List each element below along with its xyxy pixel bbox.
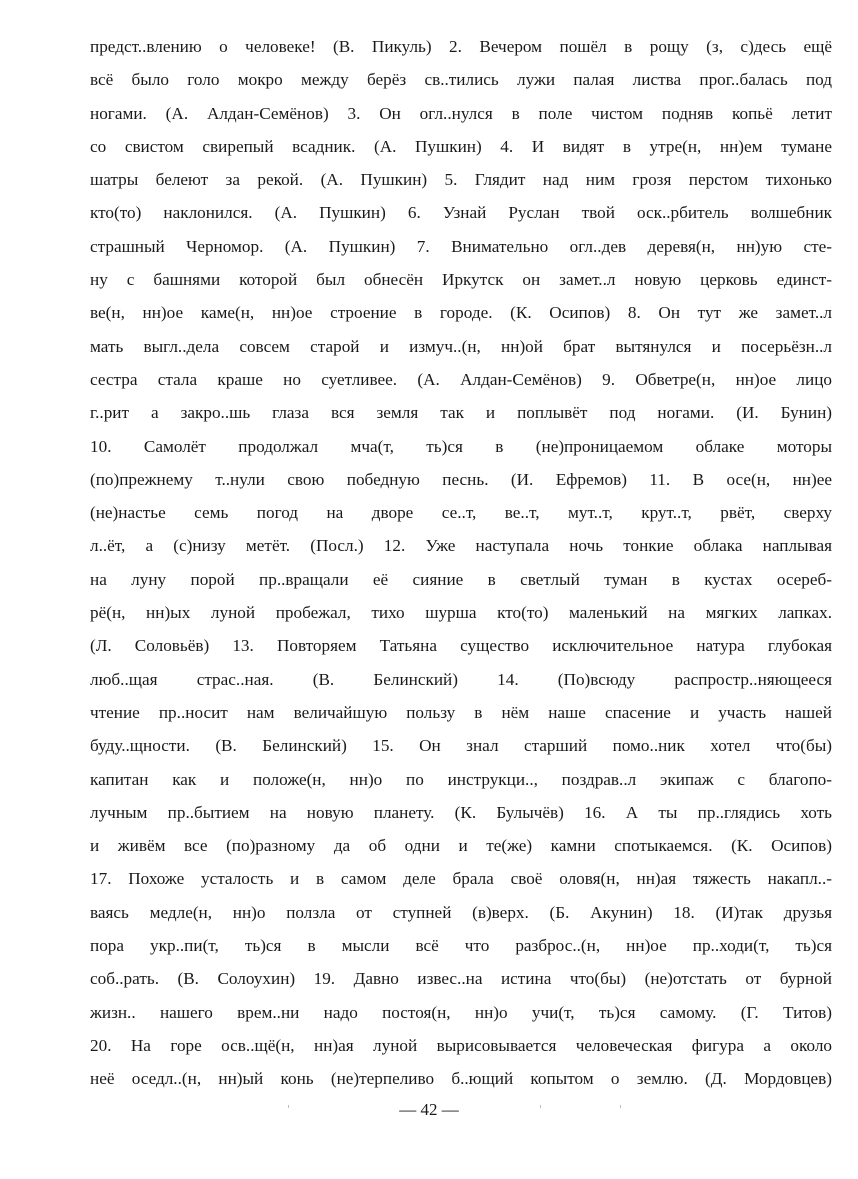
exercise-text [90, 30, 832, 1096]
scan-artifact [288, 1105, 289, 1108]
text-line: люб..щая страс..ная. (В. Белинский) 14. (По)всюду распростр..няющееся [90, 669, 832, 689]
text-line: буду..щности. (В. Белинский) 15. Он знал старший помо..ник хотел что(бы) [90, 736, 832, 756]
text-line: л..ёт, а (с)низу метёт. (Посл.) 12. Уже наступала ночь тонкие облака наплывая [90, 536, 832, 556]
text-line: на луну порой пр..вращали её сияние в светлый туман в кустах осереб- [90, 569, 832, 589]
text-line: ногами. (А. Алдан-Семёнов) 3. Он огл..нулся в поле чистом подняв копьё летит [90, 103, 832, 123]
text-line: жизн.. нашего врем..ни надо постоя(н, нн)о учи(т, ть)ся самому. (Г. Титов) [90, 1002, 832, 1022]
text-line: ну с башнями которой был обнесён Иркутск он замет..л новую церковь единст- [90, 270, 832, 290]
text-line: (по)прежнему т..нули свою победную песнь. (И. Ефремов) 11. В осе(н, нн)ее [90, 469, 832, 489]
text-line: предст..влению о человеке! (В. Пикуль) 2. Вечером пошёл в рощу (з, с)десь ещё [90, 37, 832, 56]
text-line: чтение пр..носит нам величайшую пользу в нём наше спасение и участь нашей [90, 702, 832, 722]
text-line: лучным пр..бытием на новую планету. (К. Булычёв) 16. А ты пр..глядись хоть [90, 802, 832, 822]
text-line: (не)настье семь погод на дворе се..т, ве..т, мут..т, крут..т, рвёт, сверху [90, 503, 832, 523]
text-line: г..рит а закро..шь глаза вся земля так и поплывёт под ногами. (И. Бунин) [90, 403, 832, 423]
page-number: — 42 — [399, 1100, 459, 1119]
text-line: и живём все (по)разному да об одни и те(же) камни спотыкаемся. (К. Осипов) [90, 836, 832, 856]
text-line: ве(н, нн)ое каме(н, нн)ое строение в городе. (К. Осипов) 8. Он тут же замет..л [90, 303, 832, 323]
text-line: со свистом свирепый всадник. (А. Пушкин) 4. И видят в утре(н, нн)ем тумане [90, 136, 832, 156]
scan-artifact [620, 1105, 621, 1108]
text-line: капитан как и положе(н, нн)о по инструкци.., поздрав..л экипаж с благопо- [90, 769, 832, 789]
text-line: сестра стала краше но суетливее. (А. Алдан-Семёнов) 9. Обветре(н, нн)ое лицо [90, 369, 832, 389]
text-line: кто(то) наклонился. (А. Пушкин) 6. Узнай Руслан твой оск..рбитель волшебник [90, 203, 832, 223]
text-line: 20. На горе осв..щё(н, нн)ая луной вырисовывается человеческая фигура а около [90, 1035, 832, 1055]
text-line: мать выгл..дела совсем старой и измуч..(н, нн)ой брат вытянулся и посерьёзн..л [90, 336, 832, 356]
text-line: рё(н, нн)ых луной пробежал, тихо шурша кто(то) маленький на мягких лапках. [90, 603, 832, 623]
text-line: соб..рать. (В. Солоухин) 19. Давно извес..на истина что(бы) (не)отстать от бурной [90, 969, 832, 989]
text-line: ваясь медле(н, нн)о ползла от ступней (в)верх. (Б. Акунин) 18. (И)так друзья [90, 902, 832, 922]
text-line: (Л. Соловьёв) 13. Повторяем Татьяна существо исключительное натура глубокая [90, 636, 832, 656]
text-line: пора укр..пи(т, ть)ся в мысли всё что разброс..(н, нн)ое пр..ходи(т, ть)ся [90, 936, 832, 956]
text-line: всё было голо мокро между берёз св..тились лужи палая листва прог..балась под [90, 70, 832, 90]
text-line: страшный Черномор. (А. Пушкин) 7. Внимательно огл..дев деревя(н, нн)ую сте- [90, 236, 832, 256]
scan-artifact [540, 1105, 541, 1108]
text-line: неё оседл..(н, нн)ый конь (не)терпеливо б..ющий копытом о землю. (Д. Мордовцев) [90, 1069, 832, 1089]
text-line: шатры белеют за рекой. (А. Пушкин) 5. Глядит над ним грозя перстом тихонько [90, 170, 832, 190]
text-line: 10. Самолёт продолжал мча(т, ть)ся в (не)проницаемом облаке моторы [90, 436, 832, 456]
text-line: 17. Похоже усталость и в самом деле брала своё оловя(н, нн)ая тяжесть накапл..- [90, 869, 832, 889]
